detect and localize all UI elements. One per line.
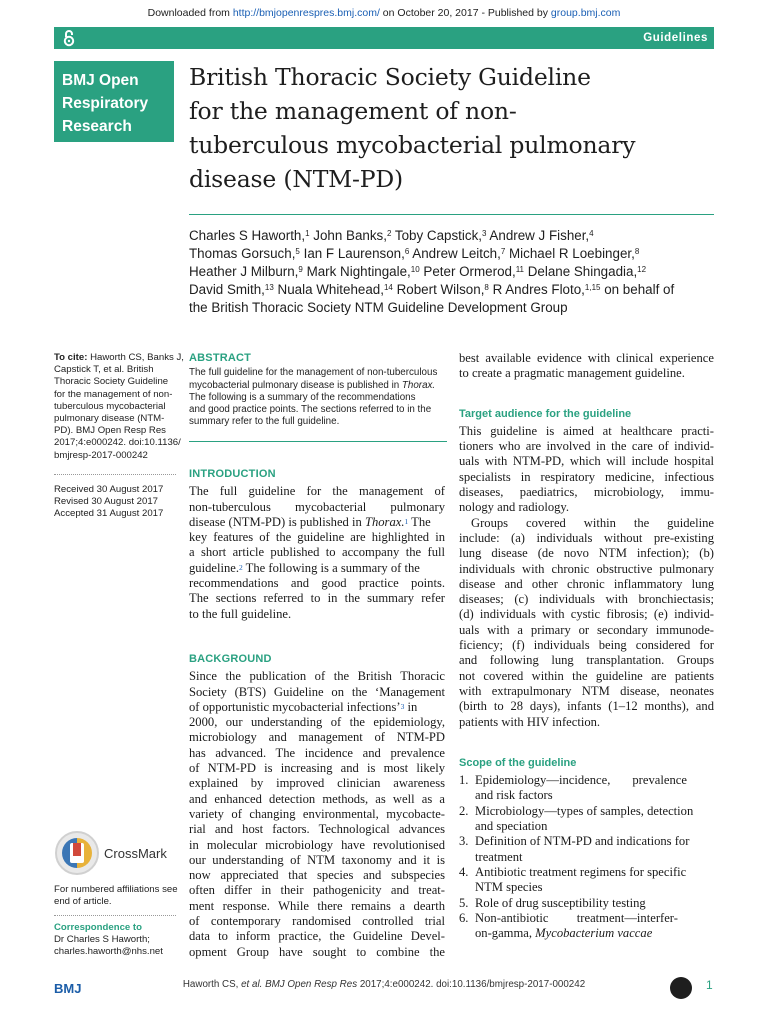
- abstract-divider: [189, 441, 447, 442]
- top-bar: [54, 27, 714, 49]
- author-line: Heather J Milburn,$^9$ Mark Nightingale,$^{10}$ Peter Ormerod,$^{11}$ Delane Shingadia,$^{12}$: [189, 264, 647, 279]
- affiliations-note: For numbered affiliations see end of article.: [54, 884, 178, 908]
- title-divider: [189, 214, 714, 215]
- abstract-heading: ABSTRACT: [189, 352, 252, 364]
- list-item: 4. Antibiotic treatment regimens for specific NTM species: [459, 864, 687, 895]
- sidebar-divider: [54, 915, 176, 916]
- bmj-logo: BMJ: [54, 981, 82, 996]
- download-url-link[interactable]: http://bmjopenrespres.bmj.com/: [232, 7, 380, 19]
- publisher-link[interactable]: group.bmj.com: [550, 7, 621, 19]
- scope-heading: Scope of the guideline: [459, 756, 577, 769]
- author-line: Charles S Haworth,$^1$ John Banks,$^2$ Toby Capstick,$^3$ Andrew J Fisher,$^4$: [189, 228, 594, 243]
- sidebar-divider: [54, 474, 176, 475]
- list-item: 6. Non-antibiotic treatment—interfer- on-gamma, Mycobacterium vaccae: [459, 910, 678, 941]
- crossmark-badge[interactable]: CrossMark: [54, 830, 167, 876]
- citation-block: To cite: Haworth CS, Banks J, Capstick T, et al. British Thoracic Society Guideline for the management of non- tuberculous mycobacterial pulmonary disease (NTM- PD). BMJ Open Resp Res 2017;4:e000242. doi:10.1136/ bmjresp-2017-000242: [54, 352, 184, 461]
- background-section: BACKGROUND Since the publication of the British Thoracic Society (BTS) Guideline on the ‘Management of opportunistic mycobacterial infections’$^3$ in 2000, our understanding of the epidemiology, microbiology and management of NTM-PD has advanced. The incidence and prevalence of NTM-PD is increasing and is most likely explained by improved clinician awareness and enhanced detection methods, as well as a variety of changing environmental, mycobacte- rial and host factors. Technological advances in molecular microbiology have revolutionised our understanding of NTM taxonomy and it is now appreciated that species and subspecies often differ in their pathogenicity and treat- ment response. While there remains a dearth of contemporary randomised controlled trial data to inform practice, the Guideline Devel- opment Group have sought to combine the: [189, 653, 445, 959]
- page-number: 1: [706, 978, 713, 992]
- list-item: 5. Role of drug susceptibility testing: [459, 895, 646, 910]
- correspondence-block: Correspondence to Dr Charles S Haworth; charles.haworth@nhs.net: [54, 922, 176, 959]
- author-list: [189, 227, 719, 317]
- publisher-badge-icon: [670, 977, 692, 999]
- download-notice: Downloaded from http://bmjopenrespres.bmj.com/ on October 20, 2017 - Published by group.bmj.com: [147, 7, 621, 19]
- list-item: 3. Definition of NTM-PD and indications for treatment: [459, 834, 690, 864]
- section-label: Guidelines: [643, 32, 708, 44]
- journal-name-box: BMJ Open Respiratory Research: [54, 61, 174, 142]
- author-line: David Smith,$^{13}$ Nuala Whitehead,$^{14}$ Robert Wilson,$^8$ R Andres Floto,$^{1,15}$ on behalf of: [189, 282, 675, 297]
- introduction-heading: INTRODUCTION: [189, 468, 276, 480]
- list-item: 2. Microbiology—types of samples, detection and speciation: [459, 803, 694, 834]
- article-title: British Thoracic Society Guideline for the management of non- tuberculous mycobacterial pulmonary disease (NTM-PD): [189, 63, 636, 193]
- open-access-icon: [58, 27, 80, 49]
- target-audience-heading: Target audience for the guideline: [459, 407, 632, 420]
- footer-citation: Haworth CS, et al. BMJ Open Resp Res 2017;4:e000242. doi:10.1136/bmjresp-2017-000242: [182, 979, 586, 990]
- author-line: Thomas Gorsuch,$^5$ Ian F Laurenson,$^6$ Andrew Leitch,$^7$ Michael R Loebinger,$^8$: [189, 246, 640, 261]
- crossmark-icon: [54, 830, 100, 876]
- right-column: best available evidence with clinical experience to create a pragmatic management guideline. Target audience for the guideline This guideline is aimed at healthcare practi- tioners who are involved in the care of individ- uals with NTM-PD, which will include hospital specialists in respiratory medicine, infectious diseases, paediatrics, microbiology, immu- nology and radiology. Groups covered within the guideline include: (a) individuals without pre-existing lung disease (de novo NTM infection); (b) individuals with chronic obstructive pulmonary disease and other chronic inflammatory lung diseases; (c) individuals with bronchiectasis; (d) individuals with cystic fibrosis; (e) individ- uals with a primary or secondary immunode- ficiency; (f) individuals being considered for and following lung transplantation. Groups not covered within the guideline are patients with extrapulmonary NTM disease, neonates (birth to 28 days), infants (1–12 months), and patients with HIV infection. Scope of the guideline 1. Epidemiology—incidence, prevalence and risk factors 2. Microbiology—types of samples, detection and speciation 3. Definition of NTM-PD and indications for treatment 4. Antibiotic treatment regimens for specific NTM species 5. Role of drug susceptibility testing 6. Non-antibiotic treatment—interfer- on-gamma, Mycobacterium vaccae: [459, 351, 714, 941]
- introduction-section: INTRODUCTION The full guideline for the management of non-tuberculous mycobacterial pulmonary disease (NTM-PD) is published in Thorax.$^1$ The key features of the guideline are highlighted in a short article published to accompany the full guideline.$^2$ The following is a summary of the recommendations and good practice points. The sections referred to in the summary refer to the full guideline.: [189, 468, 445, 621]
- list-item: 1. Epidemiology—incidence, prevalence and risk factors: [459, 773, 687, 803]
- abstract-block: ABSTRACT The full guideline for the management of non-tuberculous mycobacterial pulmonary disease is published in Thorax. The following is a summary of the recommendations and good practice points. The sections referred to in the summary refer to the full guideline.: [189, 352, 447, 429]
- article-dates: Received 30 August 2017 Revised 30 August 2017 Accepted 31 August 2017: [54, 484, 164, 520]
- correspondence-email[interactable]: charles.haworth@nhs.net: [54, 946, 163, 958]
- author-line: the British Thoracic Society NTM Guideline Development Group: [189, 300, 568, 315]
- background-heading: BACKGROUND: [189, 653, 272, 665]
